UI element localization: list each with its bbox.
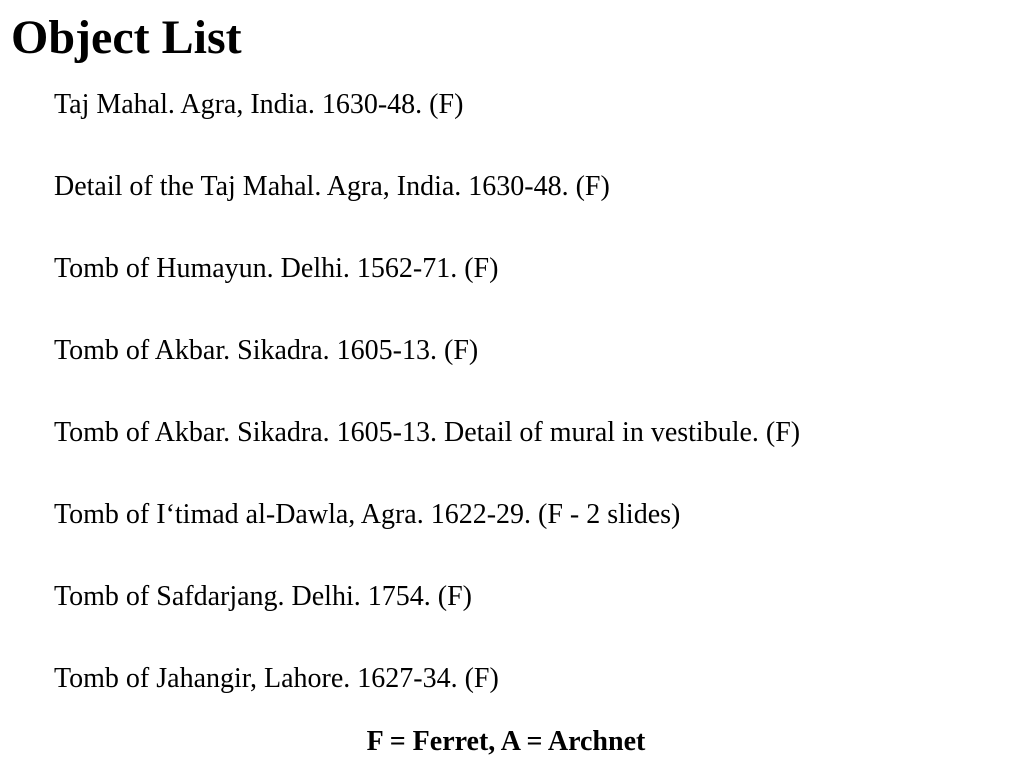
page-title: Object List	[11, 11, 242, 64]
object-list-item: Detail of the Taj Mahal. Agra, India. 1630-48. (F)	[54, 171, 610, 202]
object-list-item: Tomb of Akbar. Sikadra. 1605-13. (F)	[54, 335, 479, 366]
object-list-item: Tomb of Jahangir, Lahore. 1627-34. (F)	[54, 663, 499, 694]
object-list-item: Tomb of I‘timad al-Dawla, Agra. 1622-29. (F - 2 slides)	[54, 499, 681, 530]
object-list-item: Taj Mahal. Agra, India. 1630-48. (F)	[54, 89, 464, 120]
source-legend: F = Ferret, A = Archnet	[366, 726, 646, 757]
object-list-item: Tomb of Humayun. Delhi. 1562-71. (F)	[54, 253, 499, 284]
object-list-item: Tomb of Safdarjang. Delhi. 1754. (F)	[54, 581, 472, 612]
object-list	[54, 87, 1014, 743]
object-list-item: Tomb of Akbar. Sikadra. 1605-13. Detail of mural in vestibule. (F)	[54, 417, 801, 448]
